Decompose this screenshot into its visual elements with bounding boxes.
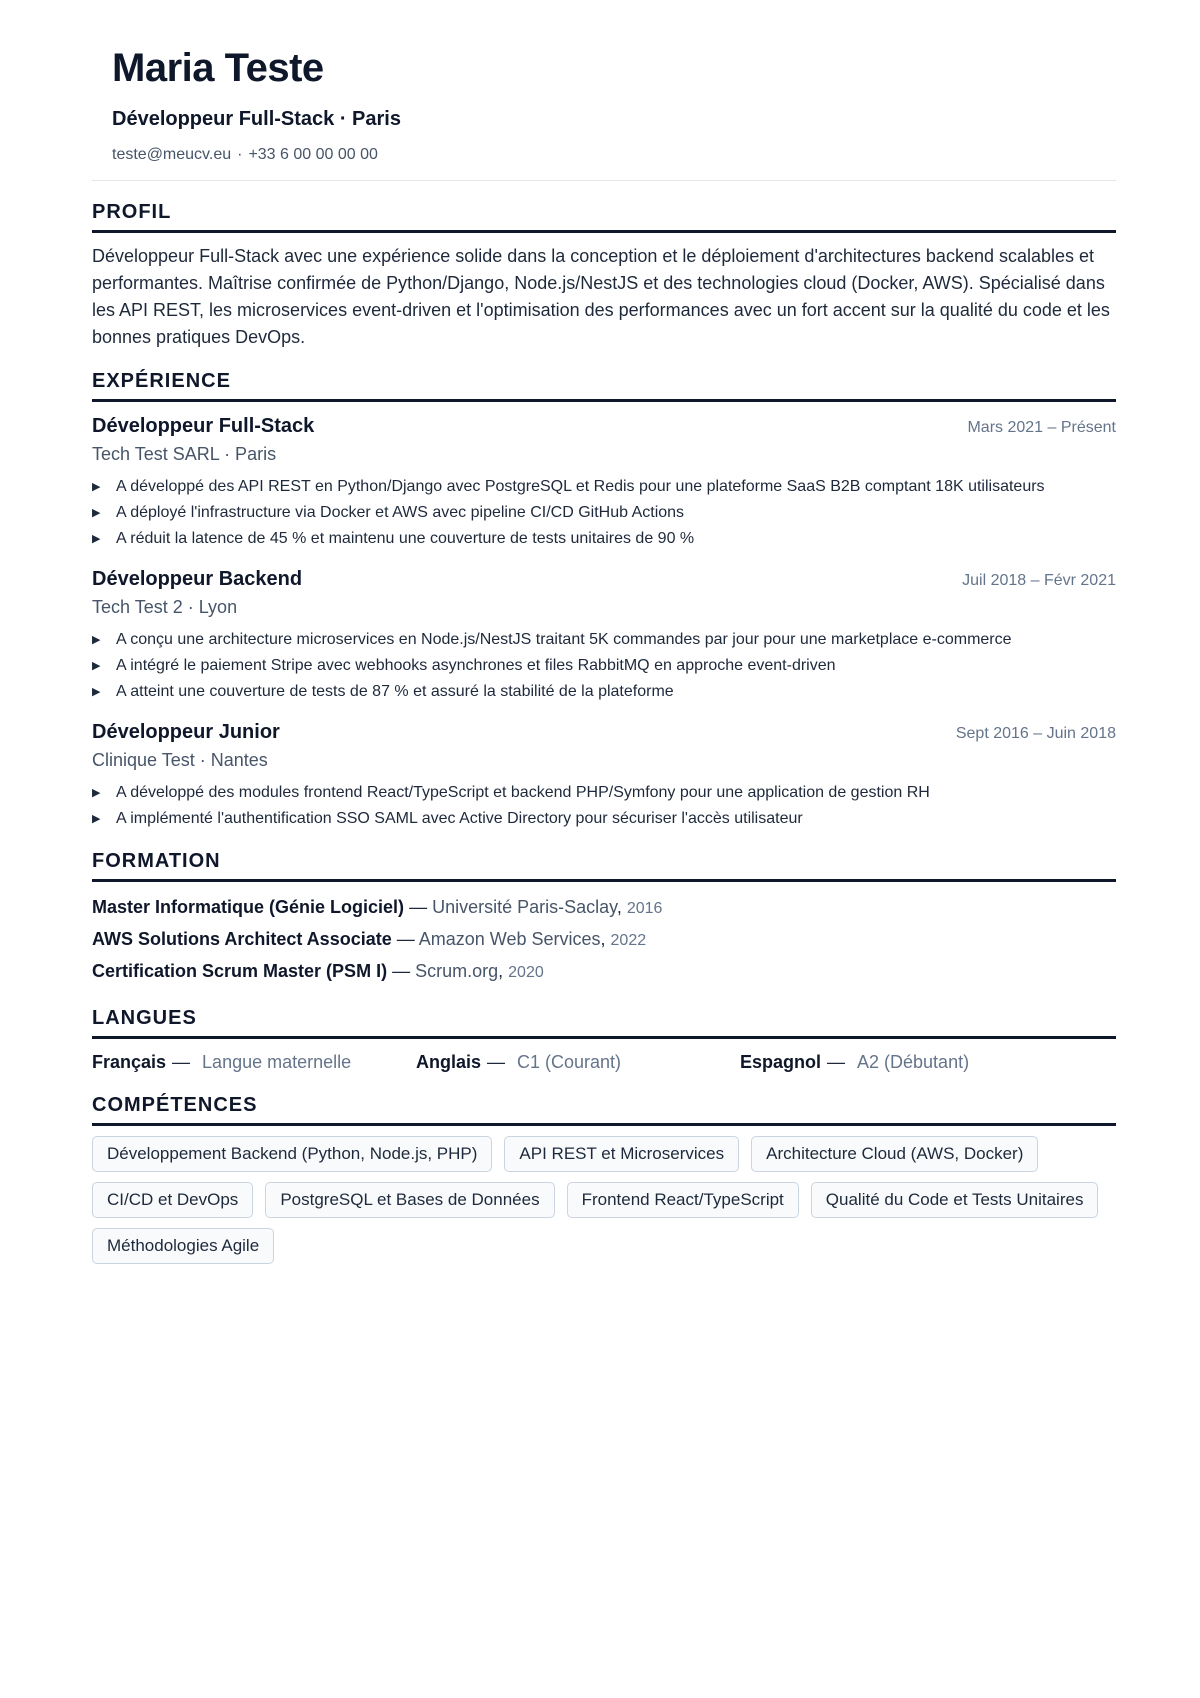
language-level: A2 (Débutant) (857, 1052, 970, 1072)
job-entry (92, 718, 1116, 831)
section-title-skills: COMPÉTENCES (92, 1089, 1116, 1126)
bullet-triangle-icon: ▶ (92, 533, 101, 545)
education-separator: — (392, 961, 411, 981)
job-bullets (92, 781, 1116, 831)
job-dates: Sept 2016 – Juin 2018 (955, 725, 1116, 742)
experience-section (92, 365, 1116, 831)
education-school: Amazon Web Services (418, 929, 601, 949)
profile-section (92, 196, 1116, 351)
job-entry (92, 565, 1116, 704)
section-title-languages: LANGUES (92, 1002, 1116, 1039)
language-level: Langue maternelle (202, 1052, 352, 1072)
skill-chip: Méthodologies Agile (92, 1228, 274, 1264)
education-year: 2022 (610, 932, 647, 949)
language-item (92, 1049, 416, 1075)
education-year: 2016 (626, 900, 663, 917)
education-item: AWS Solutions Architect Associate — Amazon Web Services, 2022 (92, 929, 647, 949)
education-school: Université Paris-Saclay (432, 897, 617, 917)
education-separator: — (396, 929, 415, 949)
job-dates: Mars 2021 – Présent (967, 419, 1116, 436)
candidate-headline: Développeur Full-Stack · Paris (112, 108, 401, 130)
list-item: ▶ A intégré le paiement Stripe avec webhooks asynchrones et files RabbitMQ en approche event-driven (92, 654, 1116, 678)
bullet-triangle-icon: ▶ (92, 787, 101, 799)
skill-chip: PostgreSQL et Bases de Données (265, 1182, 554, 1218)
list-item: ▶ A développé des modules frontend React/TypeScript et backend PHP/Symfony pour une application de gestion RH (92, 781, 1116, 805)
phone-number[interactable]: +33 6 00 00 00 00 (248, 146, 378, 163)
job-company: Tech Test 2 · Lyon (92, 597, 238, 617)
education-school: Scrum.org (415, 961, 499, 981)
section-title-profile: PROFIL (92, 196, 1116, 233)
job-bullets (92, 628, 1116, 704)
section-title-education: FORMATION (92, 845, 1116, 882)
bullet-triangle-icon: ▶ (92, 481, 101, 493)
resume-header (112, 40, 1112, 166)
job-title: Développeur Full-Stack (92, 415, 315, 437)
candidate-name: Maria Teste (112, 46, 324, 90)
bullet-triangle-icon: ▶ (92, 686, 101, 698)
education-item: Master Informatique (Génie Logiciel) — Université Paris-Saclay, 2016 (92, 897, 663, 917)
profile-summary: Développeur Full-Stack avec une expérience solide dans la conception et le déploiement d'architectures backend scalables et performantes. Maîtrise confirmée de Python/Django, Node.js/NestJS et des technologies cloud (Docker, AWS). Spécialisé dans les API REST, les microservices event-driven et l'optimisation des performances avec un fort accent sur la qualité du code et les bonnes pratiques DevOps. (92, 246, 1110, 347)
language-separator: — (827, 1052, 846, 1072)
job-header (92, 718, 1116, 746)
job-entry (92, 412, 1116, 551)
skills-section (92, 1089, 1116, 1274)
job-bullets (92, 475, 1116, 551)
job-header (92, 565, 1116, 593)
languages-section (92, 1002, 1116, 1075)
education-degree: Master Informatique (Génie Logiciel) (92, 897, 405, 917)
skill-chip: Qualité du Code et Tests Unitaires (811, 1182, 1099, 1218)
skill-chip: Architecture Cloud (AWS, Docker) (751, 1136, 1038, 1172)
job-company: Tech Test SARL · Paris (92, 444, 277, 464)
job-company: Clinique Test · Nantes (92, 750, 268, 770)
job-title: Développeur Junior (92, 721, 280, 743)
education-separator: — (409, 897, 428, 917)
list-item: ▶ A développé des API REST en Python/Django avec PostgreSQL et Redis pour une plateforme SaaS B2B comptant 18K utilisateurs (92, 475, 1116, 499)
contact-line (112, 144, 1112, 166)
list-item: ▶ A conçu une architecture microservices en Node.js/NestJS traitant 5K commandes par jour pour une marketplace e-commerce (92, 628, 1116, 652)
education-item: Certification Scrum Master (PSM I) — Scrum.org, 2020 (92, 961, 544, 981)
language-separator: — (487, 1052, 506, 1072)
language-name: Anglais (416, 1052, 482, 1072)
language-name: Français (92, 1052, 167, 1072)
job-title: Développeur Backend (92, 568, 303, 590)
languages-list (92, 1049, 1116, 1075)
skill-chip: CI/CD et DevOps (92, 1182, 253, 1218)
education-degree: AWS Solutions Architect Associate (92, 929, 392, 949)
email-link[interactable]: teste@meucv.eu (112, 146, 232, 163)
list-item: ▶ A déployé l'infrastructure via Docker et AWS avec pipeline CI/CD GitHub Actions (92, 501, 1116, 525)
education-year: 2020 (508, 964, 544, 981)
bullet-triangle-icon: ▶ (92, 634, 101, 646)
contact-separator: · (237, 146, 243, 163)
bullet-triangle-icon: ▶ (92, 507, 101, 519)
education-list (92, 892, 1116, 988)
skill-chip: API REST et Microservices (504, 1136, 739, 1172)
header-divider (92, 180, 1116, 181)
language-level: C1 (Courant) (517, 1052, 622, 1072)
education-section (92, 845, 1116, 988)
bullet-triangle-icon: ▶ (92, 813, 101, 825)
job-header (92, 412, 1116, 440)
skills-list (92, 1136, 1116, 1274)
bullet-triangle-icon: ▶ (92, 660, 101, 672)
language-item (416, 1049, 740, 1075)
list-item: ▶ A réduit la latence de 45 % et maintenu une couverture de tests unitaires de 90 % (92, 527, 1116, 551)
job-dates: Juil 2018 – Févr 2021 (962, 572, 1116, 589)
list-item: ▶ A implémenté l'authentification SSO SAML avec Active Directory pour sécuriser l'accès utilisateur (92, 807, 1116, 831)
education-degree: Certification Scrum Master (PSM I) (92, 961, 388, 981)
skill-chip: Développement Backend (Python, Node.js, PHP) (92, 1136, 492, 1172)
skill-chip: Frontend React/TypeScript (567, 1182, 799, 1218)
resume-content (92, 196, 1116, 1288)
list-item: ▶ A atteint une couverture de tests de 87 % et assuré la stabilité de la plateforme (92, 680, 1116, 704)
language-item (740, 1049, 1064, 1075)
language-name: Espagnol (740, 1052, 822, 1072)
section-title-experience: EXPÉRIENCE (92, 365, 1116, 402)
language-separator: — (172, 1052, 191, 1072)
